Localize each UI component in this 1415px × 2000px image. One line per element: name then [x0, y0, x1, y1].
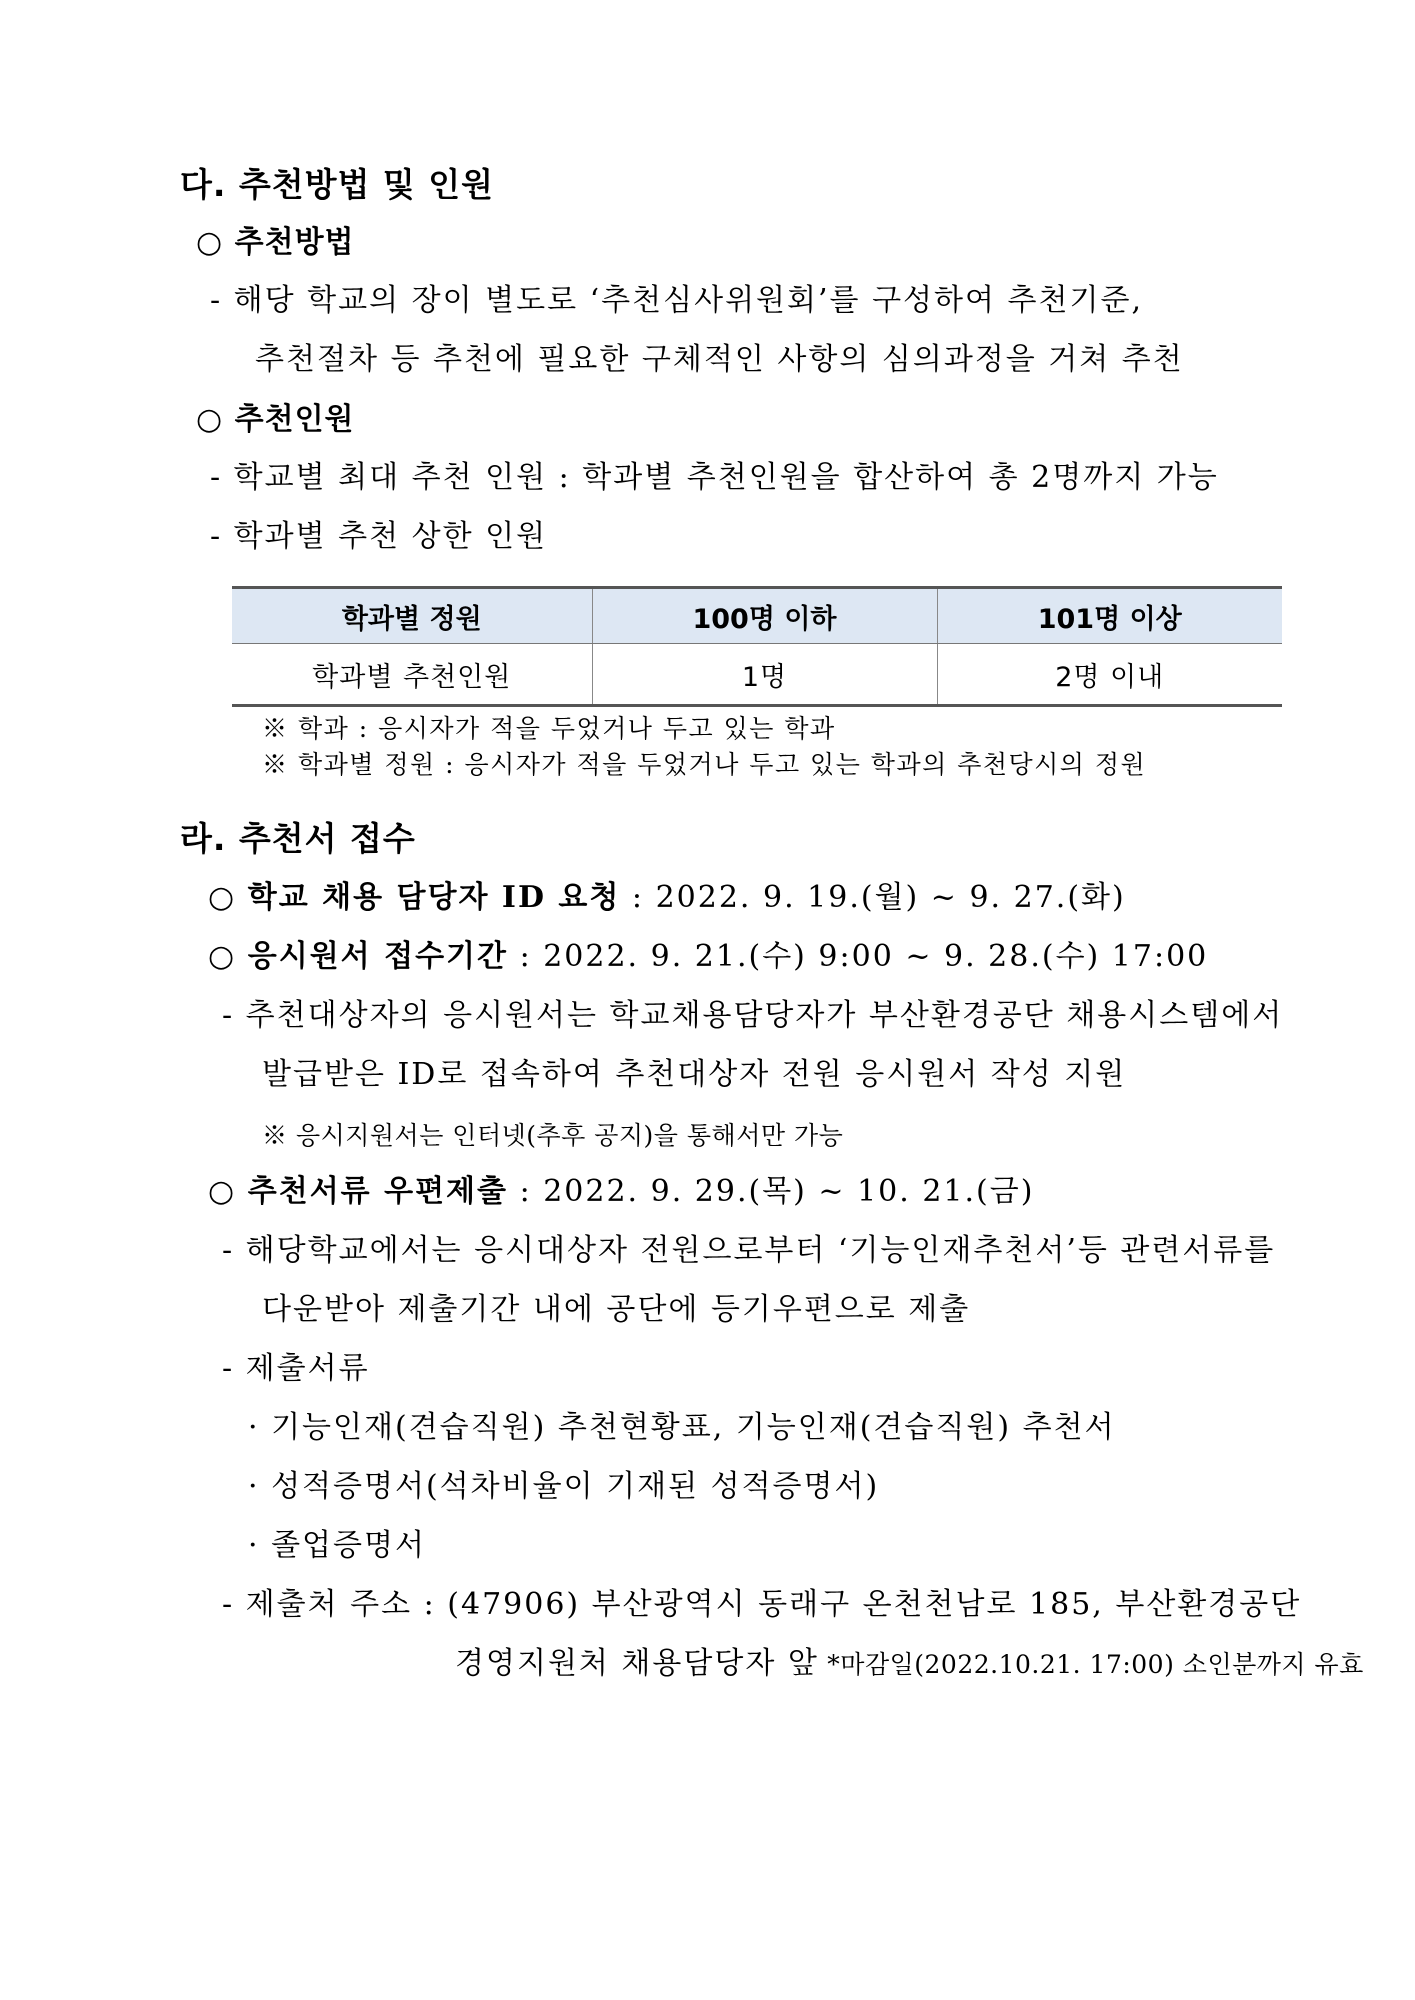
application-period-line [208, 937, 1208, 977]
deadline-note: *마감일(2022.10.21. 17:00) 소인분까지 유효 [818, 1650, 1364, 1679]
count-line-1: - 학교별 최대 추천 인원 : 학과별 추천인원을 합산하여 총 2명까지 가능 [210, 460, 1219, 495]
method-line-2: 추천절차 등 추천에 필요한 구체적인 사항의 심의과정을 거쳐 추천 [255, 342, 1184, 377]
address-line-1: - 제출처 주소 : (47906) 부산광역시 동래구 온천천남로 185, 부산환경공단 [222, 1587, 1302, 1622]
postal-submission-line [208, 1172, 1034, 1212]
bullet-icon: ○ [208, 1174, 237, 1209]
postal-submission-dates: : 2022. 9. 29.(목) ~ 10. 21.(금) [508, 1174, 1035, 1209]
bullet-icon: ○ [208, 939, 237, 974]
count-title: ○ 추천인원 [196, 402, 355, 437]
table-header-cell: 101명 이상 [937, 588, 1282, 644]
document-item: · 기능인재(견습직원) 추천현황표, 기능인재(견습직원) 추천서 [248, 1410, 1116, 1445]
table-cell: 2명 이내 [937, 644, 1282, 706]
id-request-label: 학교 채용 담당자 ID 요청 [247, 880, 621, 915]
method-line-1: - 해당 학교의 장이 별도로 ‘추천심사위원회’를 구성하여 추천기준, [210, 283, 1143, 318]
table-note-2: ※ 학과별 정원 : 응시자가 적을 두었거나 두고 있는 학과의 추천당시의 정원 [262, 750, 1147, 779]
documents-title: - 제출서류 [222, 1351, 370, 1386]
postal-line-1: - 해당학교에서는 응시대상자 전원으로부터 ‘기능인재추천서’등 관련서류를 [222, 1233, 1276, 1268]
address-recipient: 경영지원처 채용담당자 앞 [455, 1646, 819, 1681]
table-note-1: ※ 학과 : 응시자가 적을 두었거나 두고 있는 학과 [262, 714, 836, 743]
table-header-cell: 학과별 정원 [232, 588, 592, 644]
table-row [232, 644, 1282, 706]
address-line-2 [455, 1644, 1364, 1685]
table-cell: 학과별 추천인원 [232, 644, 592, 706]
table-header-cell: 100명 이하 [592, 588, 937, 644]
document-item: · 성적증명서(석차비율이 기재된 성적증명서) [248, 1469, 880, 1504]
id-request-dates: : 2022. 9. 19.(월) ~ 9. 27.(화) [620, 880, 1126, 915]
application-period-label: 응시원서 접수기간 [247, 939, 509, 974]
quota-table [232, 586, 1282, 707]
postal-submission-label: 추천서류 우편제출 [247, 1174, 509, 1209]
application-period-dates: : 2022. 9. 21.(수) 9:00 ~ 9. 28.(수) 17:00 [508, 939, 1209, 974]
application-note: ※ 응시지원서는 인터넷(추후 공지)을 통해서만 가능 [262, 1121, 844, 1150]
section-c-heading: 다. 추천방법 및 인원 [180, 165, 495, 204]
document-item: · 졸업증명서 [248, 1528, 426, 1563]
bullet-icon: ○ [208, 880, 237, 915]
application-line-2: 발급받은 ID로 접속하여 추천대상자 전원 응시원서 작성 지원 [262, 1057, 1127, 1092]
table-cell: 1명 [592, 644, 937, 706]
method-title: ○ 추천방법 [196, 225, 355, 260]
count-line-2: - 학과별 추천 상한 인원 [210, 519, 548, 554]
id-request-line [208, 878, 1126, 918]
quota-table-header [232, 588, 1282, 644]
application-line-1: - 추천대상자의 응시원서는 학교채용담당자가 부산환경공단 채용시스템에서 [222, 998, 1284, 1033]
postal-line-2: 다운받아 제출기간 내에 공단에 등기우편으로 제출 [262, 1292, 971, 1327]
section-d-heading: 라. 추천서 접수 [180, 819, 416, 858]
